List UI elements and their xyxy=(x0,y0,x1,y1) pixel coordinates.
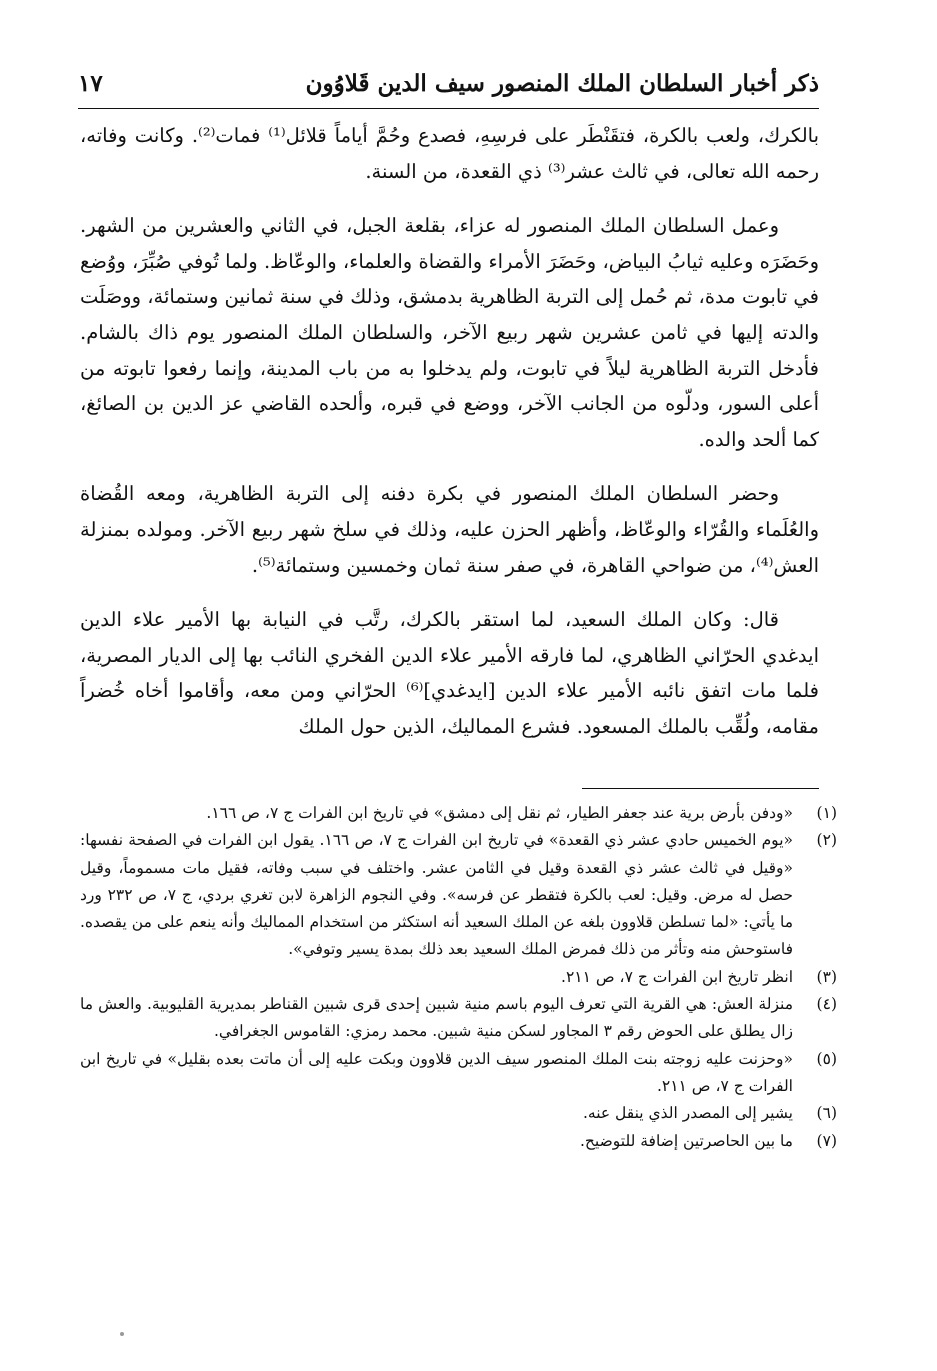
footnote-number: (٥) xyxy=(816,1049,837,1068)
footnote-text: انظر تاريخ ابن الفرات ج ٧، ص ٢١١. xyxy=(561,967,793,986)
footnote-2 xyxy=(80,827,837,963)
footnote-text: «يوم الخميس حادي عشر ذي القعدة» في تاريخ ابن الفرات ج ٧، ص ١٦٦. يقول ابن الفرات في الصفحة نفسها: «وقيل في ثالث عشر ذي القعدة وقيل في الثامن عشر. واختلف في سبب وفاته، فقيل مات مسموماً، وقيل حصل له مرض. وقيل: لعب بالكرة فتقطر عن فرسه». وفي النجوم الزاهرة لابن تغري بردي، ج ٧، ص ٢٣٢ ورد ما يأتي: «لما تسلطن قلاوون بلغه عن الملك السعيد أنه استكثر من استخدام المماليك وأنه ينعم على من يقصده. فاستوحش منه وتأثر من ذلك فمرض الملك السعيد بعد ذلك بمدة يسير وتوفي». xyxy=(80,831,793,959)
header-rule xyxy=(78,108,819,109)
paragraph-4: قال: وكان الملك السعيد، لما استقر بالكرك، رتَّب في النيابة بها الأمير علاء الدين ايدغدي الحرّاني الظاهري، لما فارقه الأمير علاء الدين الفخري النائب بها إلى الديار المصرية، فلما مات اتفق نائبه الأمير علاء الدين [ايدغدي]⁽⁶⁾ الحرّاني ومن معه، وأقاموا أخاه خُضراً مقامه، ولُقِّب بالملك المسعود. فشرع المماليك، الذين حول الملك xyxy=(80,608,819,738)
footnote-3 xyxy=(80,964,837,991)
footnote-number: (٤) xyxy=(816,995,837,1014)
footnotes xyxy=(80,800,837,1155)
main-text xyxy=(80,118,819,764)
footnote-text: «ودفن بأرض برية عند جعفر الطيار، ثم نقل إلى دمشق» في تاريخ ابن الفرات ج ٧، ص ١٦٦. xyxy=(206,804,793,822)
running-title: ذكر أخبار السلطان الملك المنصور سيف الدين قَلاوُون xyxy=(305,70,819,97)
footnote-number: (٦) xyxy=(816,1104,837,1123)
footnote-text: ما بين الحاصرتين إضافة للتوضيح. xyxy=(579,1131,793,1150)
page-number: ١٧ xyxy=(78,70,103,97)
footnote-4 xyxy=(80,991,837,1046)
footnote-number: (٢) xyxy=(816,831,837,850)
footnote-number: (٣) xyxy=(816,967,837,986)
footnote-6 xyxy=(80,1100,837,1127)
paragraph-1: بالكرك، ولعب بالكرة، فتقَنْطَر على فرسِهِ، فصدع وحُمَّ أياماً قلائل⁽¹⁾ فمات⁽²⁾. وكانت وفاته، رحمه الله تعالى، في ثالث عشر⁽³⁾ ذي القعدة، من السنة. xyxy=(80,124,819,183)
footnote-7 xyxy=(80,1128,837,1155)
footnote-1 xyxy=(80,800,837,827)
footnote-number: (١) xyxy=(816,804,837,822)
footnote-text: منزلة العش: هي القرية التي تعرف اليوم باسم منية شبين إحدى قرى شبين القناطر بمديرية القليوبية. والعش ما زال يطلق على الحوض رقم ٣ المجاور لسكن منية شبين. محمد رمزي: القاموس الجغرافي. xyxy=(80,995,793,1041)
footnote-text: يشير إلى المصدر الذي ينقل عنه. xyxy=(582,1104,793,1123)
paragraph-3: وحضر السلطان الملك المنصور في بكرة دفنه إلى التربة الظاهرية، ومعه القُضاة والعُلَماء والقُرّاء والوعّاظ، وأظهر الحزن عليه، وذلك في سلخ شهر ربيع الآخر. ومولده بمنزلة العش⁽⁴⁾، من ضواحي القاهرة، في صفر سنة ثمان وخمسين وستمائة⁽⁵⁾. xyxy=(80,482,819,577)
footnote-text: «وحزنت عليه زوجته بنت الملك المنصور سيف الدين قلاوون وبكت عليه إلى أن ماتت بعده بقليل» في تاريخ ابن الفرات ج ٧، ص ٢١١. xyxy=(80,1049,793,1095)
footnote-separator xyxy=(582,788,819,789)
scan-speck xyxy=(120,1332,124,1336)
page-header xyxy=(78,60,819,108)
paragraph-2: وعمل السلطان الملك المنصور له عزاء، بقلعة الجبل، في الثاني والعشرين من الشهر. وحَضَرَه وعليه ثيابُ البياض، وحَضَرَ الأمراء والقضاة والعلماء، والوعّاظ. ولما تُوفي صُبِّرَ، ووُضع في تابوت مدة، ثم حُمل إلى التربة الظاهرية بدمشق، وذلك في سنة ثمانين وستمائة، ووصَلَت والدته إليها في ثامن عشرين شهر ربيع الآخر، والسلطان الملك المنصور يوم ذاك بالشام. فأدخل التربة الظاهرية ليلاً في تابوت، ولم يدخلوا به من باب المدينة، وإنما رفعوا تابوته من أعلى السور، ودلّوه من الجانب الآخر، ووضع في قبره، وألحده القاضي عز الدين بن الصائغ، كما ألحد والده. xyxy=(80,214,819,451)
footnote-number: (٧) xyxy=(816,1131,837,1150)
footnote-5 xyxy=(80,1046,837,1101)
